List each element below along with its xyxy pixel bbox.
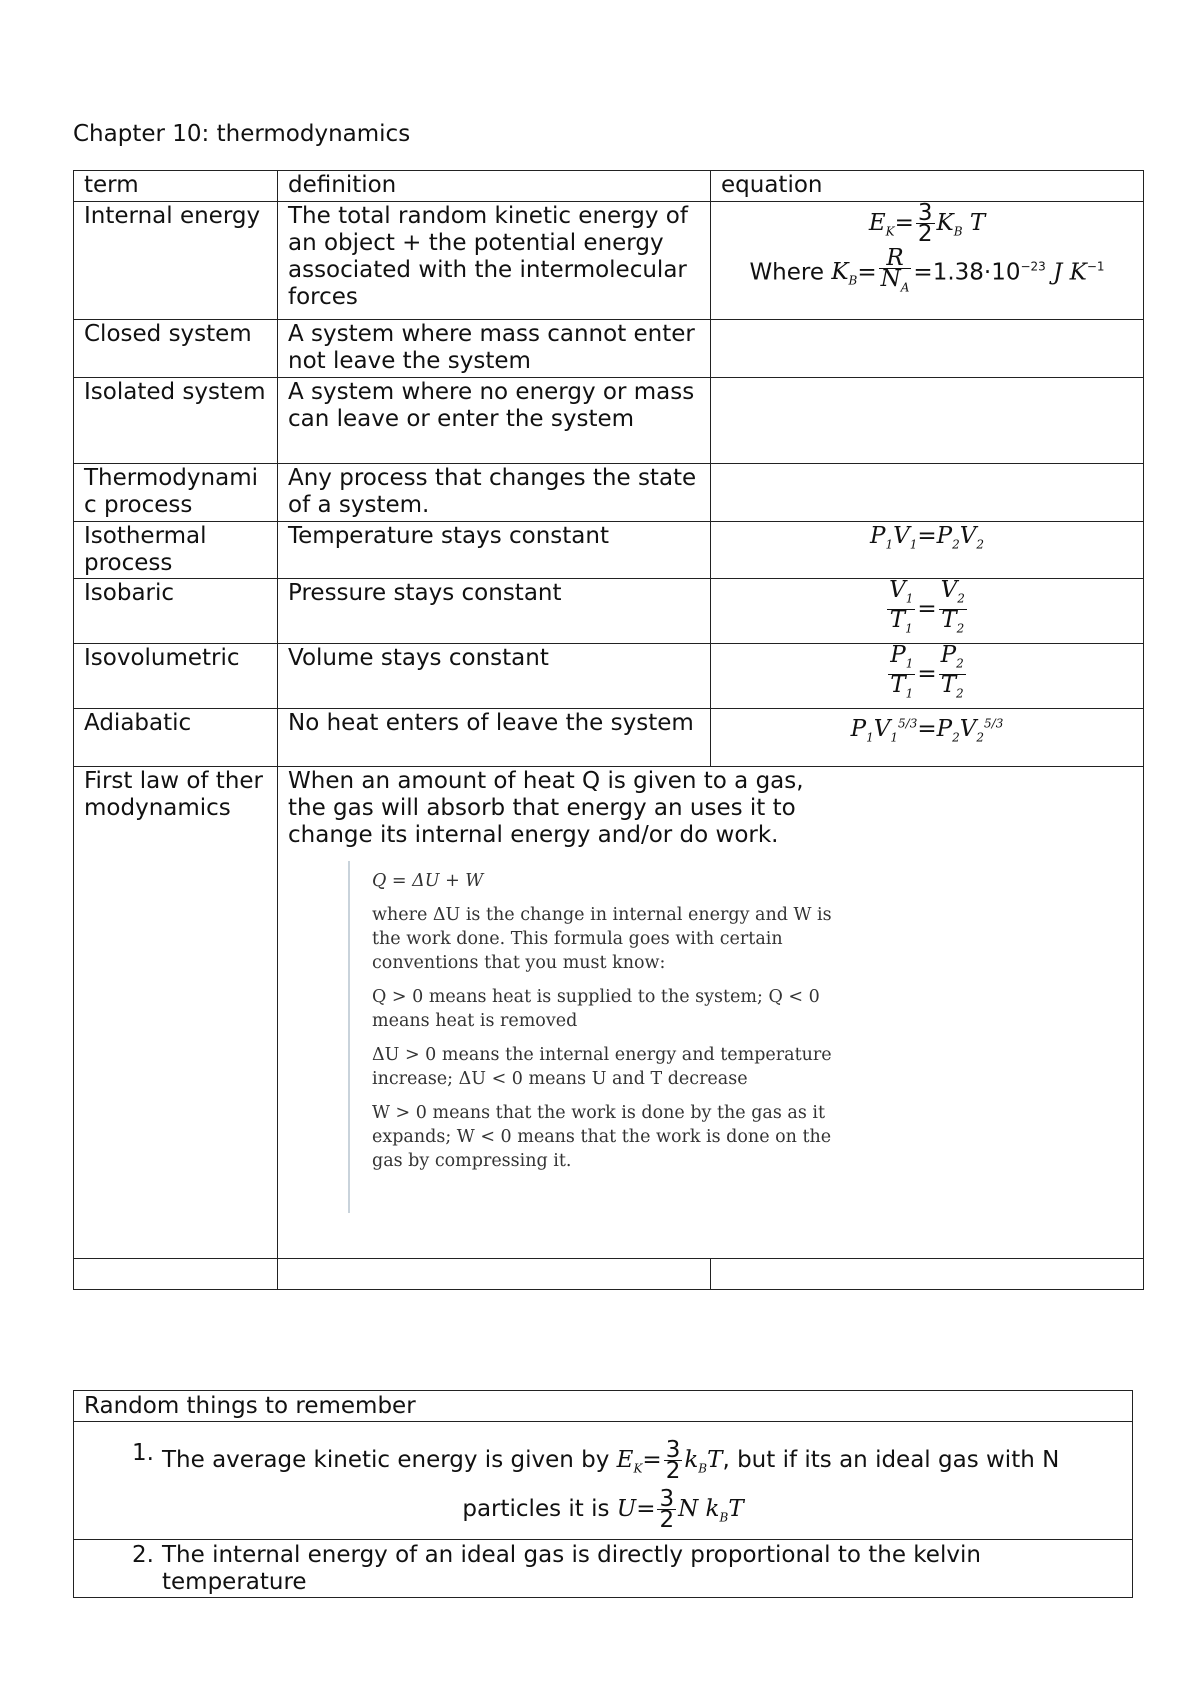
isobaric-equation: $\frac{V_1}{T_1}$ = $\frac{V_2}{T_2}$	[889, 577, 965, 636]
table-row	[74, 709, 1144, 767]
table-row	[74, 378, 1144, 464]
header-term: term	[74, 171, 278, 202]
term-cell: Thermodynamic process	[74, 464, 278, 522]
equation-cell	[711, 709, 1144, 767]
remember-item-2: 2. The internal energy of an ideal gas is directly proportional to the kelvin temperature	[74, 1540, 1133, 1598]
equation-cell	[711, 644, 1144, 709]
definition-cell: The total random kinetic energy of an object + the potential energy associated with the intermolecular forces	[278, 202, 711, 320]
header-definition: definition	[278, 171, 711, 202]
table-row	[74, 202, 1144, 320]
term-cell: Isothermal process	[74, 522, 278, 579]
equation-cell	[711, 522, 1144, 579]
definition-cell: Pressure stays constant	[278, 579, 711, 644]
header-equation: equation	[711, 171, 1144, 202]
definition-cell: Any process that changes the state of a system.	[278, 464, 711, 522]
term-cell: First law of thermodynamics	[74, 767, 278, 1259]
definition-cell	[278, 767, 1144, 1259]
definition-cell: Temperature stays constant	[278, 522, 711, 579]
definition-cell: A system where mass cannot enter not leave the system	[278, 320, 711, 378]
remember-item-1: 1. The average kinetic energy is given by $E_K=$ $\frac{3}{2}$ $k_BT$, but if its an ideal gas with N particles it is U= $\frac{3}{2}$ N $k_BT$	[74, 1422, 1133, 1540]
scan-paragraph: where ΔU is the change in internal energy and W is the work done. This formula goes with certain conventions that you must know:	[372, 905, 832, 973]
adiabatic-equation: $P_1V_1^{5/3}=P_2V_2^{5/3}$	[850, 715, 1004, 745]
thermo-table	[73, 170, 1144, 1290]
isovolumetric-equation: $\frac{P_1}{T_1}$ = $\frac{P_2}{T_2}$	[890, 642, 964, 701]
equation-cell	[711, 464, 1144, 522]
isothermal-equation: $P_1V_1=P_2V_2$	[869, 523, 985, 552]
table-row	[74, 320, 1144, 378]
term-cell: Isolated system	[74, 378, 278, 464]
page-title: Chapter 10: thermodynamics	[73, 121, 411, 147]
table-row	[74, 767, 1144, 1259]
definition-cell: No heat enters of leave the system	[278, 709, 711, 767]
table-row	[74, 522, 1144, 579]
scan-formula: Q = ΔU + W	[372, 871, 484, 891]
list-number: 1.	[132, 1439, 154, 1466]
table-row	[74, 579, 1144, 644]
table-row	[74, 464, 1144, 522]
first-law-scanned-excerpt	[348, 861, 862, 1213]
equation-cell	[711, 378, 1144, 464]
term-cell: Closed system	[74, 320, 278, 378]
term-cell: Adiabatic	[74, 709, 278, 767]
table-row	[74, 644, 1144, 709]
scan-paragraph: Q > 0 means heat is supplied to the system; Q < 0 means heat is removed	[372, 987, 820, 1031]
table-header-row	[74, 171, 1144, 202]
table-row-empty	[74, 1259, 1144, 1290]
definition-cell: A system where no energy or mass can leave or enter the system	[278, 378, 711, 464]
equation-cell	[711, 202, 1144, 320]
definition-cell: Volume stays constant	[278, 644, 711, 709]
scan-paragraph: W > 0 means that the work is done by the gas as it expands; W < 0 means that the work is done on the gas by compressing it.	[372, 1103, 832, 1171]
term-cell: Isovolumetric	[74, 644, 278, 709]
term-cell: Isobaric	[74, 579, 278, 644]
term-cell: Internal energy	[74, 202, 278, 320]
remember-table	[73, 1390, 1133, 1598]
remember-heading: Random things to remember	[74, 1391, 1133, 1422]
equation-cell	[711, 320, 1144, 378]
list-number: 2.	[132, 1541, 154, 1568]
first-law-text: When an amount of heat Q is given to a gas, the gas will absorb that energy an uses it to change its internal energy and/or do work.	[288, 768, 804, 848]
scan-paragraph: ΔU > 0 means the internal energy and temperature increase; ΔU < 0 means U and T decrease	[372, 1045, 832, 1089]
equation-cell	[711, 579, 1144, 644]
kb-equation: Where $K_B=$ $\frac{R}{N_A}$ $=1.38\cdot 10^{-23}$ J $K^{-1}$	[749, 244, 1105, 295]
ek-equation: $E_K=$ $\frac{3}{2}$ $K_B$ T	[868, 200, 986, 247]
